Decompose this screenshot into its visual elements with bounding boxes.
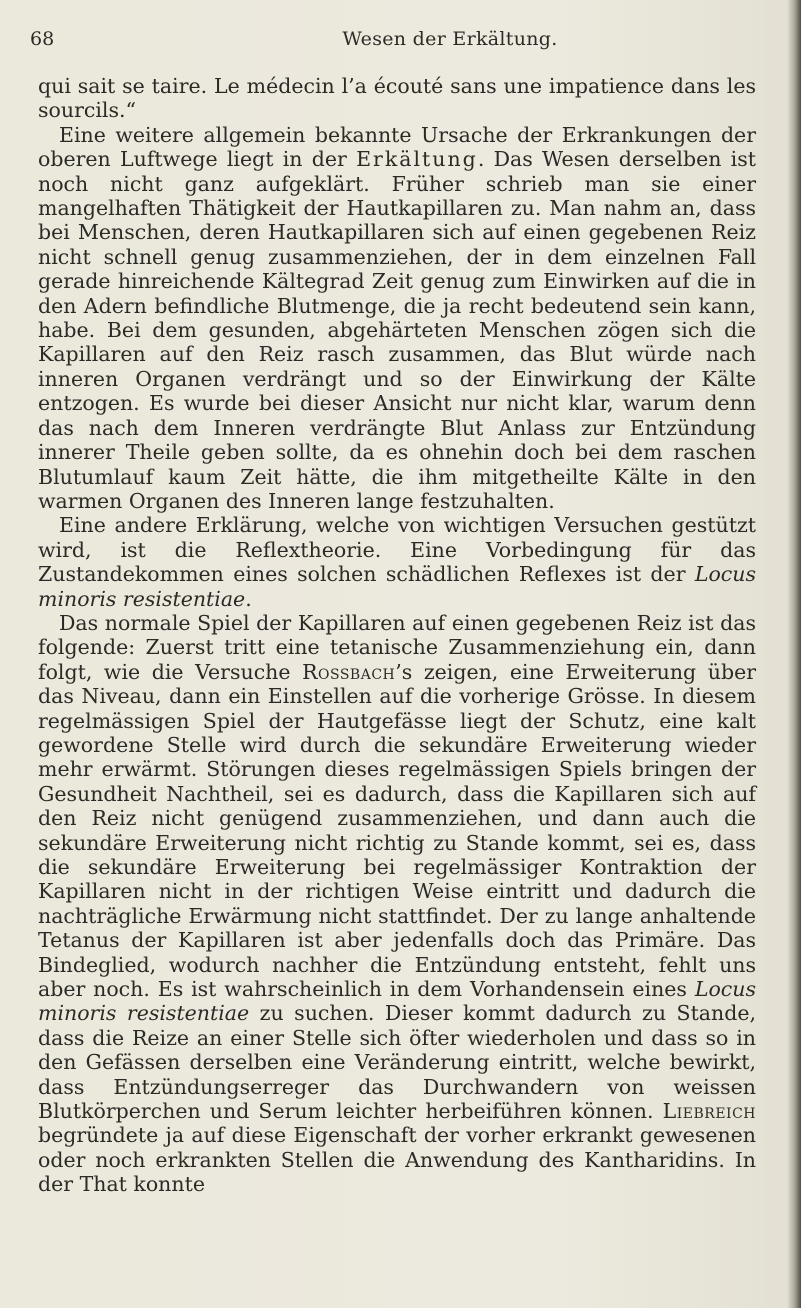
text-run: . [245, 586, 252, 611]
text-run: zu suchen. Dieser kommt dadurch zu Stande, dass die Reize an einer Stelle sich öfter wiederholen und dass so in den Gefässen derselben eine Veränderung eintritt, welche bewirkt, dass Entzündungserreger das Durchwandern von weissen Blutkörperchen und Serum leichter herbeiführen können. [38, 1001, 757, 1124]
text-run: ’s zeigen, eine Erweiterung über das Niveau, dann ein Einstellen auf die vorherige Grösse. In diesem regelmässigen Spiel der Hautgefässe liegt der Schutz, eine kalt gewordene Stelle wird durch die sekundäre Erweiterung wieder mehr erwärmt. Störungen dieses regelmässigen Spiels bringen der Gesundheit Nachtheil, sei es dadurch, dass die Kapillaren sich auf den Reiz nicht genügend zusammenziehen, und dann auch die sekundäre Erweiterung nicht richtig zu Stande kommt, sei es, dass die sekundäre Erweiterung bei regelmässiger Kontraktion der Kapillaren nicht in der richtigen Weise eintritt und dadurch die nachträgliche Erwärmung nicht stattfindet. Der zu lange anhaltende Tetanus der Kapillaren ist aber jedenfalls doch das Primäre. Das Bindeglied, wodurch nachher die Entzündung entsteht, fehlt uns aber noch. Es ist wahrscheinlich in dem Vorhandensein eines [38, 659, 756, 1002]
author-name-liebreich: Liebreich [662, 1099, 756, 1124]
page-edge-shadow [787, 0, 801, 1308]
paragraph-4 [38, 611, 756, 1197]
page-number: 68 [30, 28, 55, 50]
italic-term-locus: Locus minoris resistentiae [38, 562, 756, 611]
running-title: Wesen der Erkältung. [342, 28, 558, 50]
author-name-rossbach: Rossbach [302, 659, 396, 684]
text-run: . Das Wesen derselben ist noch nicht ganz aufgeklärt. Früher schrieb man sie einer mangelhaften Thätigkeit der Hautkapillaren zu. Man nahm an, dass bei Menschen, deren Hautkapillaren sich auf einen gegebenen Reiz nicht schnell genug zusammenziehen, der in dem einzelnen Fall gerade hinreichende Kältegrad Zeit genug zum Einwirken auf die in den Adern befindliche Blutmenge, die ja recht bedeutend sein kann, habe. Bei dem gesunden, abgehärteten Menschen zögen sich die Kapillaren auf den Reiz rasch zusammen, das Blut würde nach inneren Organen verdrängt und so der Einwirkung der Kälte entzogen. Es wurde bei dieser Ansicht nur nicht klar, warum denn das nach dem Inneren verdrängte Blut Anlass zur Entzündung innerer Theile geben sollte, da es ohnehin doch bei dem raschen Blutumlauf kaum Zeit hätte, die ihm mitgetheilte Kälte in den warmen Organen des Inneren lange festzuhalten. [38, 147, 757, 513]
text-run: Eine weitere allgemein bekannte Ursache der Erkrankungen der oberen Luftwege liegt in der [38, 122, 756, 172]
italic-term-locus: Locus minoris resistentiae [38, 977, 756, 1026]
text-run: Das normale Spiel der Kapillaren auf einen gegebenen Reiz ist das folgende: Zuerst tritt eine tetanische Zusammenziehung ein, dann folgt, wie die Versuche [38, 610, 756, 684]
text-run: Eine andere Erklärung, welche von wichtigen Versuchen gestützt wird, ist die Reflextheorie. Eine Vorbedingung für das Zustandekommen eines solchen schädlichen Reflexes ist der [38, 513, 756, 587]
body-text [38, 74, 756, 1197]
text-run: qui sait se taire. Le médecin l’a écouté sans une impatience dans les sourcils.“ [38, 74, 756, 123]
text-run: begründete ja auf diese Eigenschaft der vorher erkrankt gewesenen oder noch erkrankten Stellen die Anwendung des Kantharidins. In der That konnte [38, 1123, 756, 1197]
paragraph-1 [38, 74, 756, 123]
paragraph-2 [38, 123, 756, 514]
page-header [30, 28, 730, 58]
paragraph-3 [38, 513, 756, 611]
emphasized-term-erkaeltung: Erkältung [356, 147, 478, 172]
